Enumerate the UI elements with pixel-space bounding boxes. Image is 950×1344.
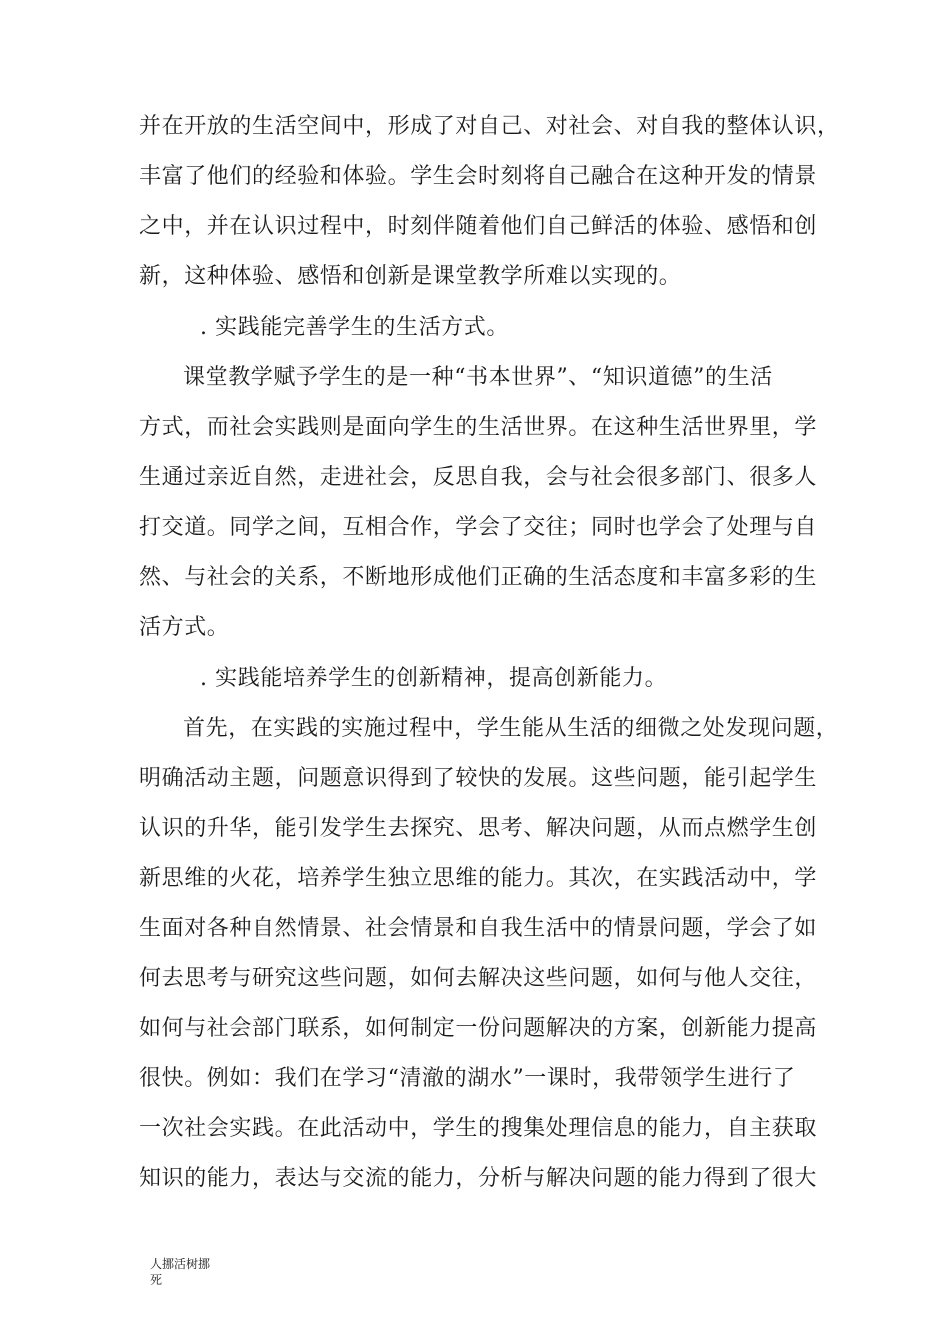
section-heading: . 实践能完善学生的生活方式。 — [200, 315, 509, 340]
body-line: 之中，并在认识过程中，时刻伴随着他们自己鲜活的体验、感悟和创 — [139, 214, 818, 239]
body-line: 生通过亲近自然，走进社会，反思自我，会与社会很多部门、很多人 — [139, 465, 818, 490]
body-line: 打交道。同学之间，互相合作，学会了交往；同时也学会了处理与自 — [139, 515, 818, 540]
body-line: 丰富了他们的经验和体验。学生会时刻将自己融合在这种开发的情景 — [139, 164, 818, 189]
body-line: 何去思考与研究这些问题，如何去解决这些问题，如何与他人交往， — [139, 966, 818, 991]
body-line: 生面对各种自然情景、社会情景和自我生活中的情景问题，学会了如 — [139, 916, 818, 941]
body-line: 方式，而社会实践则是面向学生的生活世界。在这种生活世界里，学 — [139, 415, 818, 440]
body-line: 明确活动主题，问题意识得到了较快的发展。这些问题，能引起学生 — [139, 766, 818, 791]
body-line: 很快。例如：我们在学习“清澈的湖水”一课时，我带领学生进行了 — [139, 1066, 796, 1091]
body-line: 一次社会实践。在此活动中，学生的搜集处理信息的能力，自主获取 — [139, 1116, 818, 1141]
body-line: 并在开放的生活空间中，形成了对自己、对社会、对自我的整体认识， — [139, 114, 840, 139]
body-line: 认识的升华，能引发学生去探究、思考、解决问题，从而点燃学生创 — [139, 816, 818, 841]
body-line: 新，这种体验、感悟和创新是课堂教学所难以实现的。 — [139, 264, 682, 289]
body-line: 首先，在实践的实施过程中，学生能从生活的细微之处发现问题， — [183, 716, 839, 741]
body-line: 课堂教学赋予学生的是一种“书本世界”、“知识道德”的生活 — [183, 365, 773, 390]
body-line: 然、与社会的关系，不断地形成他们正确的生活态度和丰富多彩的生 — [139, 565, 818, 590]
body-line: 新思维的火花，培养学生独立思维的能力。其次，在实践活动中，学 — [139, 866, 818, 891]
body-line: 如何与社会部门联系，如何制定一份问题解决的方案，创新能力提高 — [139, 1016, 818, 1041]
footer-note: 人挪活树挪 — [150, 1257, 211, 1271]
body-line: 知识的能力，表达与交流的能力，分析与解决问题的能力得到了很大 — [139, 1166, 818, 1191]
section-heading: . 实践能培养学生的创新精神，提高创新能力。 — [200, 666, 668, 691]
body-line: 活方式。 — [139, 615, 230, 640]
footer-note-continued: 死 — [150, 1273, 163, 1287]
